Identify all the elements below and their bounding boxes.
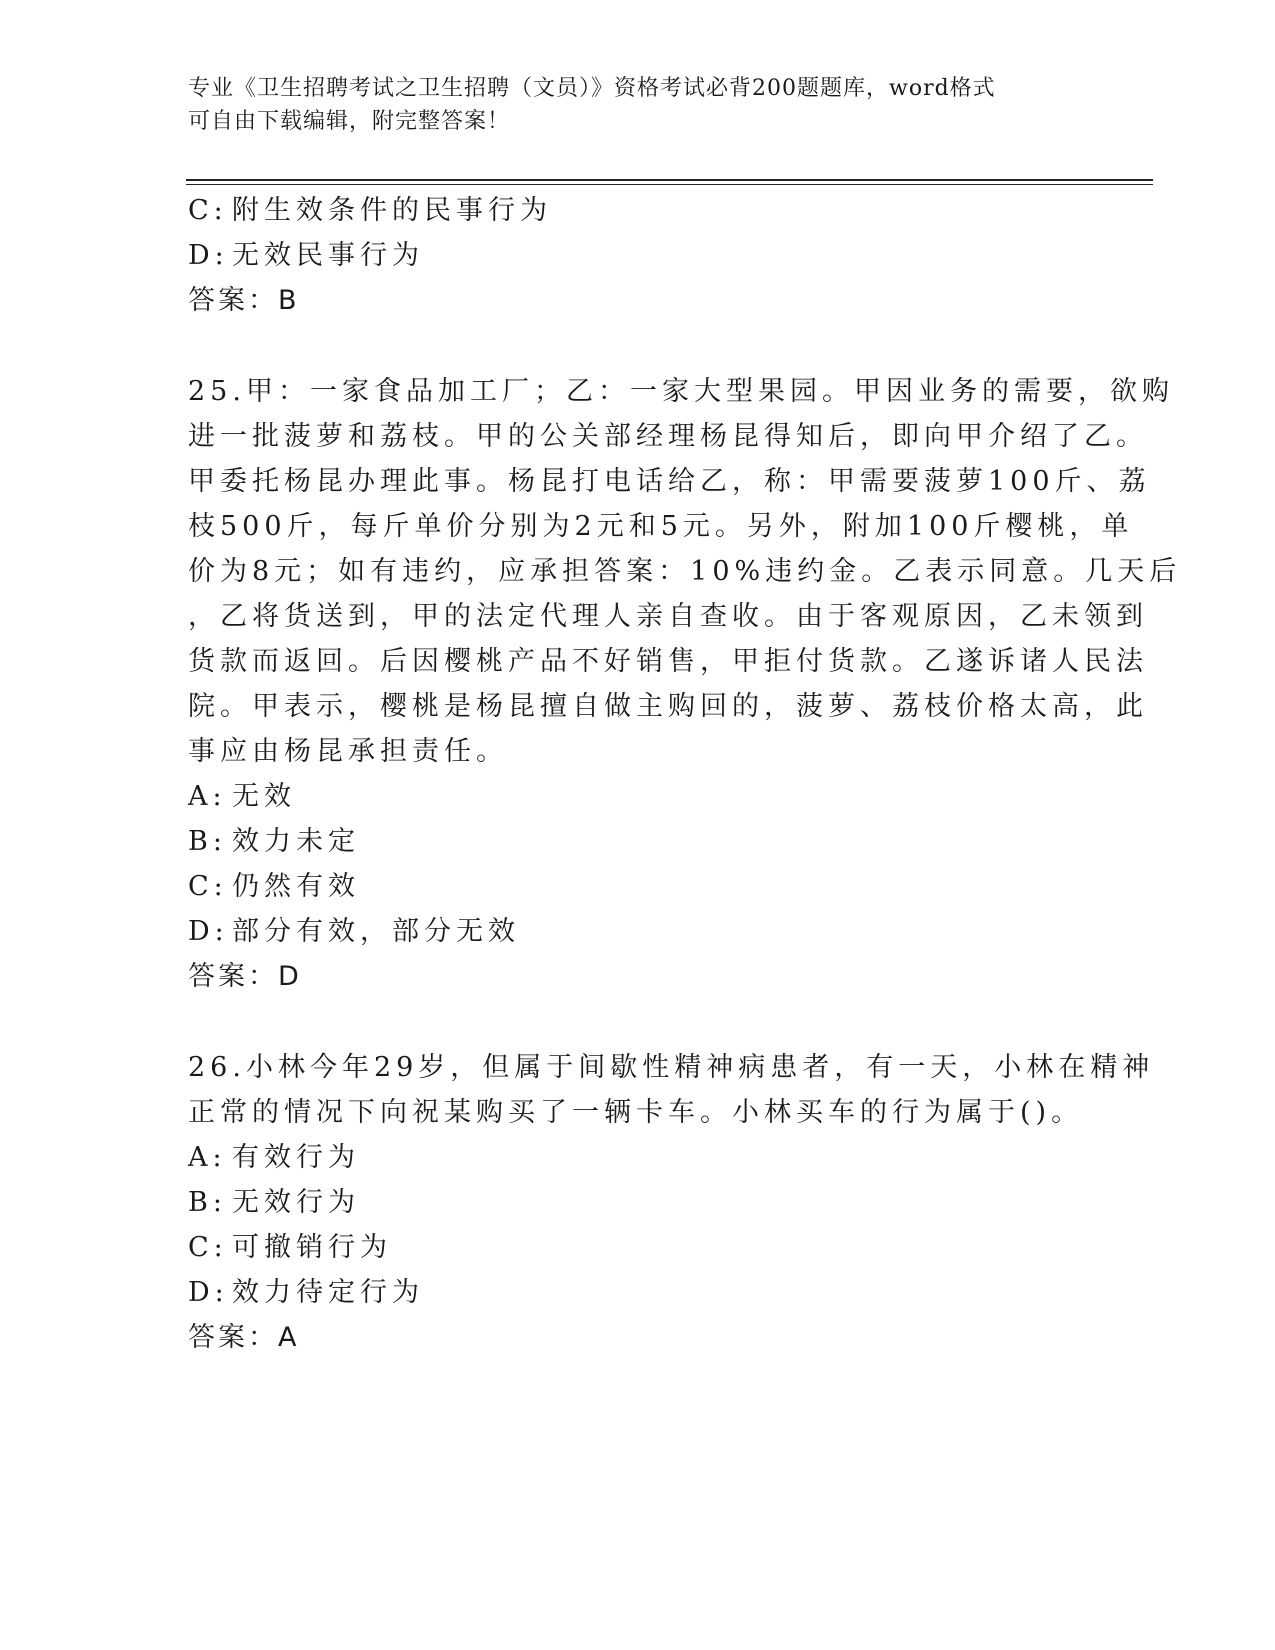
option-c (188, 864, 1088, 909)
option-a (188, 1135, 1088, 1180)
question-25 (188, 369, 1182, 999)
question-text-line: 正常的情况下向祝某购买了一辆卡车。小林买车的行为属于()。 (188, 1097, 1084, 1128)
answer-line: 答案：A (188, 1322, 300, 1353)
option-letter: C: (188, 1232, 228, 1263)
option-letter: B: (188, 826, 227, 857)
document-header (188, 72, 1068, 138)
header-line-1: 专业《卫生招聘考试之卫生招聘（文员）》资格考试必背200题题库，word格式 (188, 76, 996, 101)
question-26 (188, 1045, 1155, 1360)
document-body (188, 188, 1182, 1360)
option-text: 附生效条件的民事行为 (232, 195, 552, 226)
question-text-line: 25.甲：一家食品加工厂；乙：一家大型果园。甲因业务的需要，欲购 (188, 376, 1174, 407)
answer-line: 答案：D (188, 961, 302, 992)
option-letter: D: (188, 240, 229, 271)
option-c (188, 188, 1088, 233)
option-text: 有效行为 (232, 1142, 360, 1173)
question-text-line: 枝500斤，每斤单价分别为2元和5元。另外，附加100斤樱桃，单 (188, 511, 1134, 542)
option-d (188, 909, 1088, 954)
option-letter: D: (188, 1277, 229, 1308)
option-letter: D: (188, 916, 229, 947)
option-d (188, 1270, 1088, 1315)
option-a (188, 774, 1088, 819)
header-line-2: 可自由下载编辑，附完整答案！ (188, 109, 511, 134)
option-letter: C: (188, 195, 228, 226)
option-text: 可撤销行为 (232, 1232, 392, 1263)
option-d (188, 233, 1088, 278)
question-text-line: 院。甲表示，樱桃是杨昆擅自做主购回的，菠萝、荔枝价格太高，此 (188, 691, 1148, 722)
question-text-line: 甲委托杨昆办理此事。杨昆打电话给乙，称：甲需要菠萝100斤、荔 (188, 466, 1151, 497)
option-text: 无效民事行为 (232, 240, 424, 271)
option-text: 效力未定 (232, 826, 360, 857)
option-text: 无效 (232, 781, 296, 812)
question-text-line: 事应由杨昆承担责任。 (188, 736, 508, 767)
header-rule-thick (186, 179, 1153, 181)
option-letter: A: (188, 1142, 227, 1173)
option-text: 无效行为 (232, 1187, 360, 1218)
question-text-line: ，乙将货送到，甲的法定代理人亲自查收。由于客观原因，乙未领到 (188, 601, 1148, 632)
header-rule-thin (186, 184, 1153, 185)
option-text: 部分有效，部分无效 (232, 916, 520, 947)
option-letter: B: (188, 1187, 227, 1218)
question-text-line: 进一批菠萝和荔枝。甲的公关部经理杨昆得知后，即向甲介绍了乙。 (188, 421, 1148, 452)
question-24-continued (188, 188, 1088, 323)
option-c (188, 1225, 1088, 1270)
option-b (188, 819, 1088, 864)
question-text-line: 价为8元；如有违约，应承担答案：10%违约金。乙表示同意。几天后 (188, 556, 1182, 587)
question-text-line: 26.小林今年29岁，但属于间歇性精神病患者，有一天，小林在精神 (188, 1052, 1155, 1083)
option-letter: C: (188, 871, 228, 902)
question-text-line: 货款而返回。后因樱桃产品不好销售，甲拒付货款。乙遂诉诸人民法 (188, 646, 1148, 677)
option-text: 效力待定行为 (232, 1277, 424, 1308)
option-text: 仍然有效 (232, 871, 360, 902)
option-letter: A: (188, 781, 227, 812)
answer-line: 答案：B (188, 285, 300, 316)
option-b (188, 1180, 1088, 1225)
